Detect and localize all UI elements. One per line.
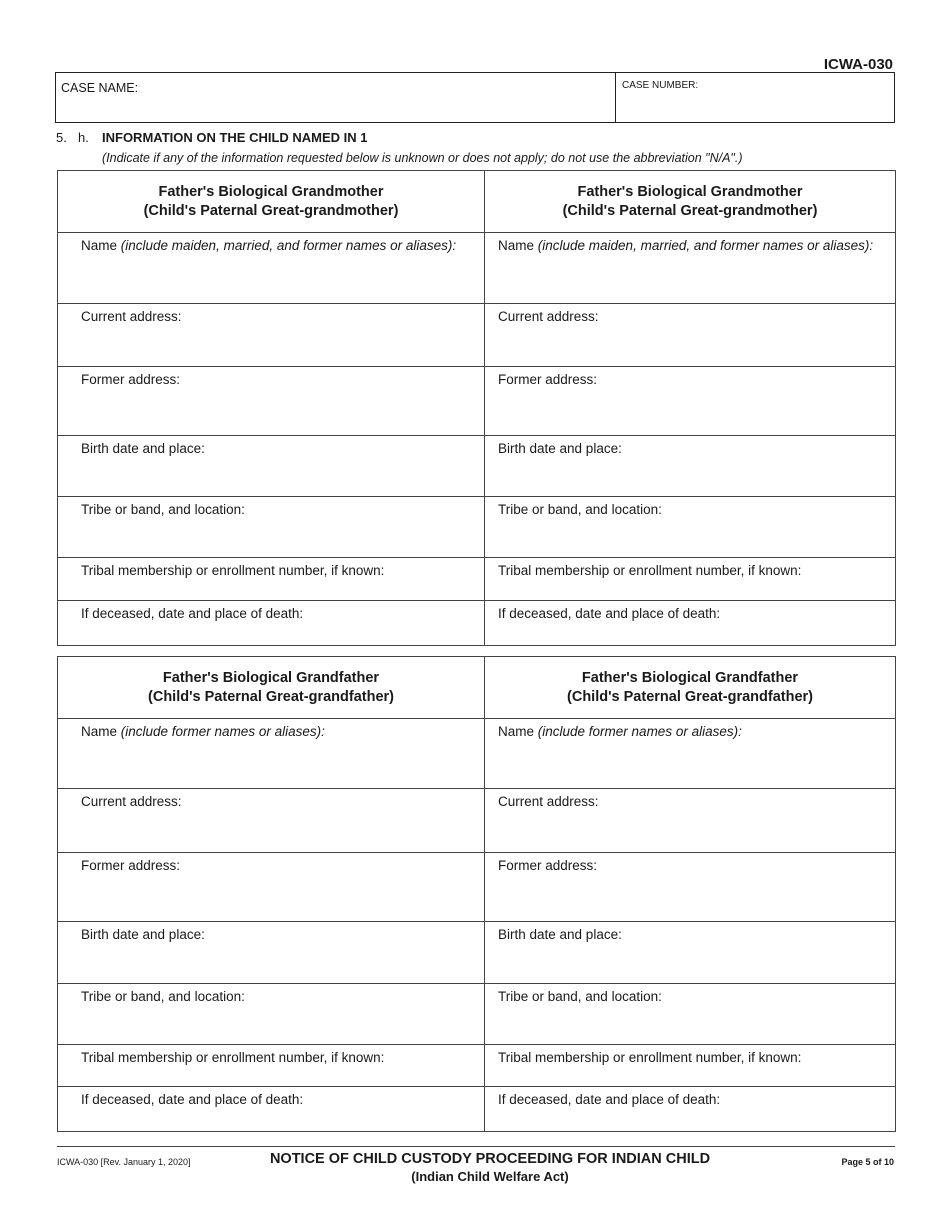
grandfather-former-address-right[interactable] <box>485 853 896 922</box>
current-address-label: Current address: <box>498 794 599 809</box>
section-heading: INFORMATION ON THE CHILD NAMED IN 1 <box>102 130 368 145</box>
deceased-label: If deceased, date and place of death: <box>81 1092 304 1107</box>
grandmother-current-address-left[interactable] <box>58 304 485 367</box>
membership-label: Tribal membership or enrollment number, if known: <box>81 1050 385 1065</box>
form-id: ICWA-030 <box>823 56 893 73</box>
tribe-label: Tribe or band, and location: <box>81 502 245 517</box>
footer-revision: ICWA-030 [Rev. January 1, 2020] <box>57 1157 191 1167</box>
grandfather-tribe-right[interactable] <box>485 984 896 1045</box>
current-address-label: Current address: <box>81 794 182 809</box>
grandfather-name-field-left[interactable] <box>58 719 485 789</box>
deceased-label: If deceased, date and place of death: <box>498 606 721 621</box>
former-address-label: Former address: <box>498 372 598 387</box>
current-address-label: Current address: <box>81 309 182 324</box>
name-label: Name (include maiden, married, and former names or aliases): <box>498 238 874 253</box>
heading-line1: Father's Biological Grandmother <box>158 183 384 200</box>
tribe-label: Tribe or band, and location: <box>81 989 245 1004</box>
footer-page-number: Page 5 of 10 <box>841 1157 894 1167</box>
grandmother-name-field-left[interactable] <box>58 233 485 304</box>
grandmother-heading-left <box>58 171 485 233</box>
heading-line1: Father's Biological Grandmother <box>577 183 803 200</box>
tribe-label: Tribe or band, and location: <box>498 502 662 517</box>
deceased-label: If deceased, date and place of death: <box>498 1092 721 1107</box>
grandfather-membership-right[interactable] <box>485 1045 896 1087</box>
grandfather-heading-left <box>58 657 485 719</box>
birth-label: Birth date and place: <box>498 927 622 942</box>
footer-title-block <box>240 1151 740 1184</box>
tribe-label: Tribe or band, and location: <box>498 989 662 1004</box>
heading-line2: (Child's Paternal Great-grandfather) <box>567 688 813 705</box>
birth-label: Birth date and place: <box>81 441 205 456</box>
case-number-label: CASE NUMBER: <box>622 80 699 91</box>
grandmother-table <box>57 170 896 646</box>
deceased-label: If deceased, date and place of death: <box>81 606 304 621</box>
section-letter: h. <box>78 130 89 145</box>
grandmother-deceased-right[interactable] <box>485 601 896 646</box>
name-label: Name (include former names or aliases): <box>81 724 325 739</box>
membership-label: Tribal membership or enrollment number, if known: <box>498 1050 802 1065</box>
grandfather-heading-right <box>485 657 896 719</box>
name-label: Name (include former names or aliases): <box>498 724 742 739</box>
heading-line2: (Child's Paternal Great-grandmother) <box>143 202 399 219</box>
former-address-label: Former address: <box>498 858 598 873</box>
grandmother-birth-right[interactable] <box>485 436 896 497</box>
grandfather-current-address-left[interactable] <box>58 789 485 853</box>
footer-title: NOTICE OF CHILD CUSTODY PROCEEDING FOR INDIAN CHILD <box>269 1151 711 1167</box>
name-label: Name (include maiden, married, and former names or aliases): <box>81 238 457 253</box>
grandmother-current-address-right[interactable] <box>485 304 896 367</box>
case-name-field[interactable] <box>56 73 616 122</box>
grandfather-tribe-left[interactable] <box>58 984 485 1045</box>
heading-line2: (Child's Paternal Great-grandmother) <box>562 202 818 219</box>
footer-subtitle: (Indian Child Welfare Act) <box>411 1169 569 1184</box>
section-title <box>56 130 368 145</box>
grandmother-membership-left[interactable] <box>58 558 485 601</box>
grandmother-deceased-left[interactable] <box>58 601 485 646</box>
grandmother-name-field-right[interactable] <box>485 233 896 304</box>
case-name-label: CASE NAME: <box>61 81 139 95</box>
former-address-label: Former address: <box>81 858 181 873</box>
grandmother-former-address-right[interactable] <box>485 367 896 436</box>
grandmother-tribe-right[interactable] <box>485 497 896 558</box>
case-header-box <box>55 72 895 123</box>
grandfather-current-address-right[interactable] <box>485 789 896 853</box>
grandfather-table <box>57 656 896 1132</box>
grandfather-birth-left[interactable] <box>58 922 485 984</box>
grandmother-former-address-left[interactable] <box>58 367 485 436</box>
grandfather-birth-right[interactable] <box>485 922 896 984</box>
birth-label: Birth date and place: <box>498 441 622 456</box>
birth-label: Birth date and place: <box>81 927 205 942</box>
grandmother-tribe-left[interactable] <box>58 497 485 558</box>
footer-divider <box>57 1146 895 1147</box>
grandfather-name-field-right[interactable] <box>485 719 896 789</box>
grandfather-deceased-left[interactable] <box>58 1087 485 1132</box>
grandfather-membership-left[interactable] <box>58 1045 485 1087</box>
heading-line1: Father's Biological Grandfather <box>162 669 380 686</box>
grandmother-birth-left[interactable] <box>58 436 485 497</box>
membership-label: Tribal membership or enrollment number, if known: <box>81 563 385 578</box>
heading-line1: Father's Biological Grandfather <box>581 669 799 686</box>
grandfather-former-address-left[interactable] <box>58 853 485 922</box>
membership-label: Tribal membership or enrollment number, if known: <box>498 563 802 578</box>
current-address-label: Current address: <box>498 309 599 324</box>
section-number: 5. <box>56 130 67 145</box>
section-note: (Indicate if any of the information requested below is unknown or does not apply; do not use the abbreviation "N/A".) <box>102 151 743 165</box>
heading-line2: (Child's Paternal Great-grandfather) <box>148 688 394 705</box>
grandmother-membership-right[interactable] <box>485 558 896 601</box>
grandfather-deceased-right[interactable] <box>485 1087 896 1132</box>
grandmother-heading-right <box>485 171 896 233</box>
former-address-label: Former address: <box>81 372 181 387</box>
